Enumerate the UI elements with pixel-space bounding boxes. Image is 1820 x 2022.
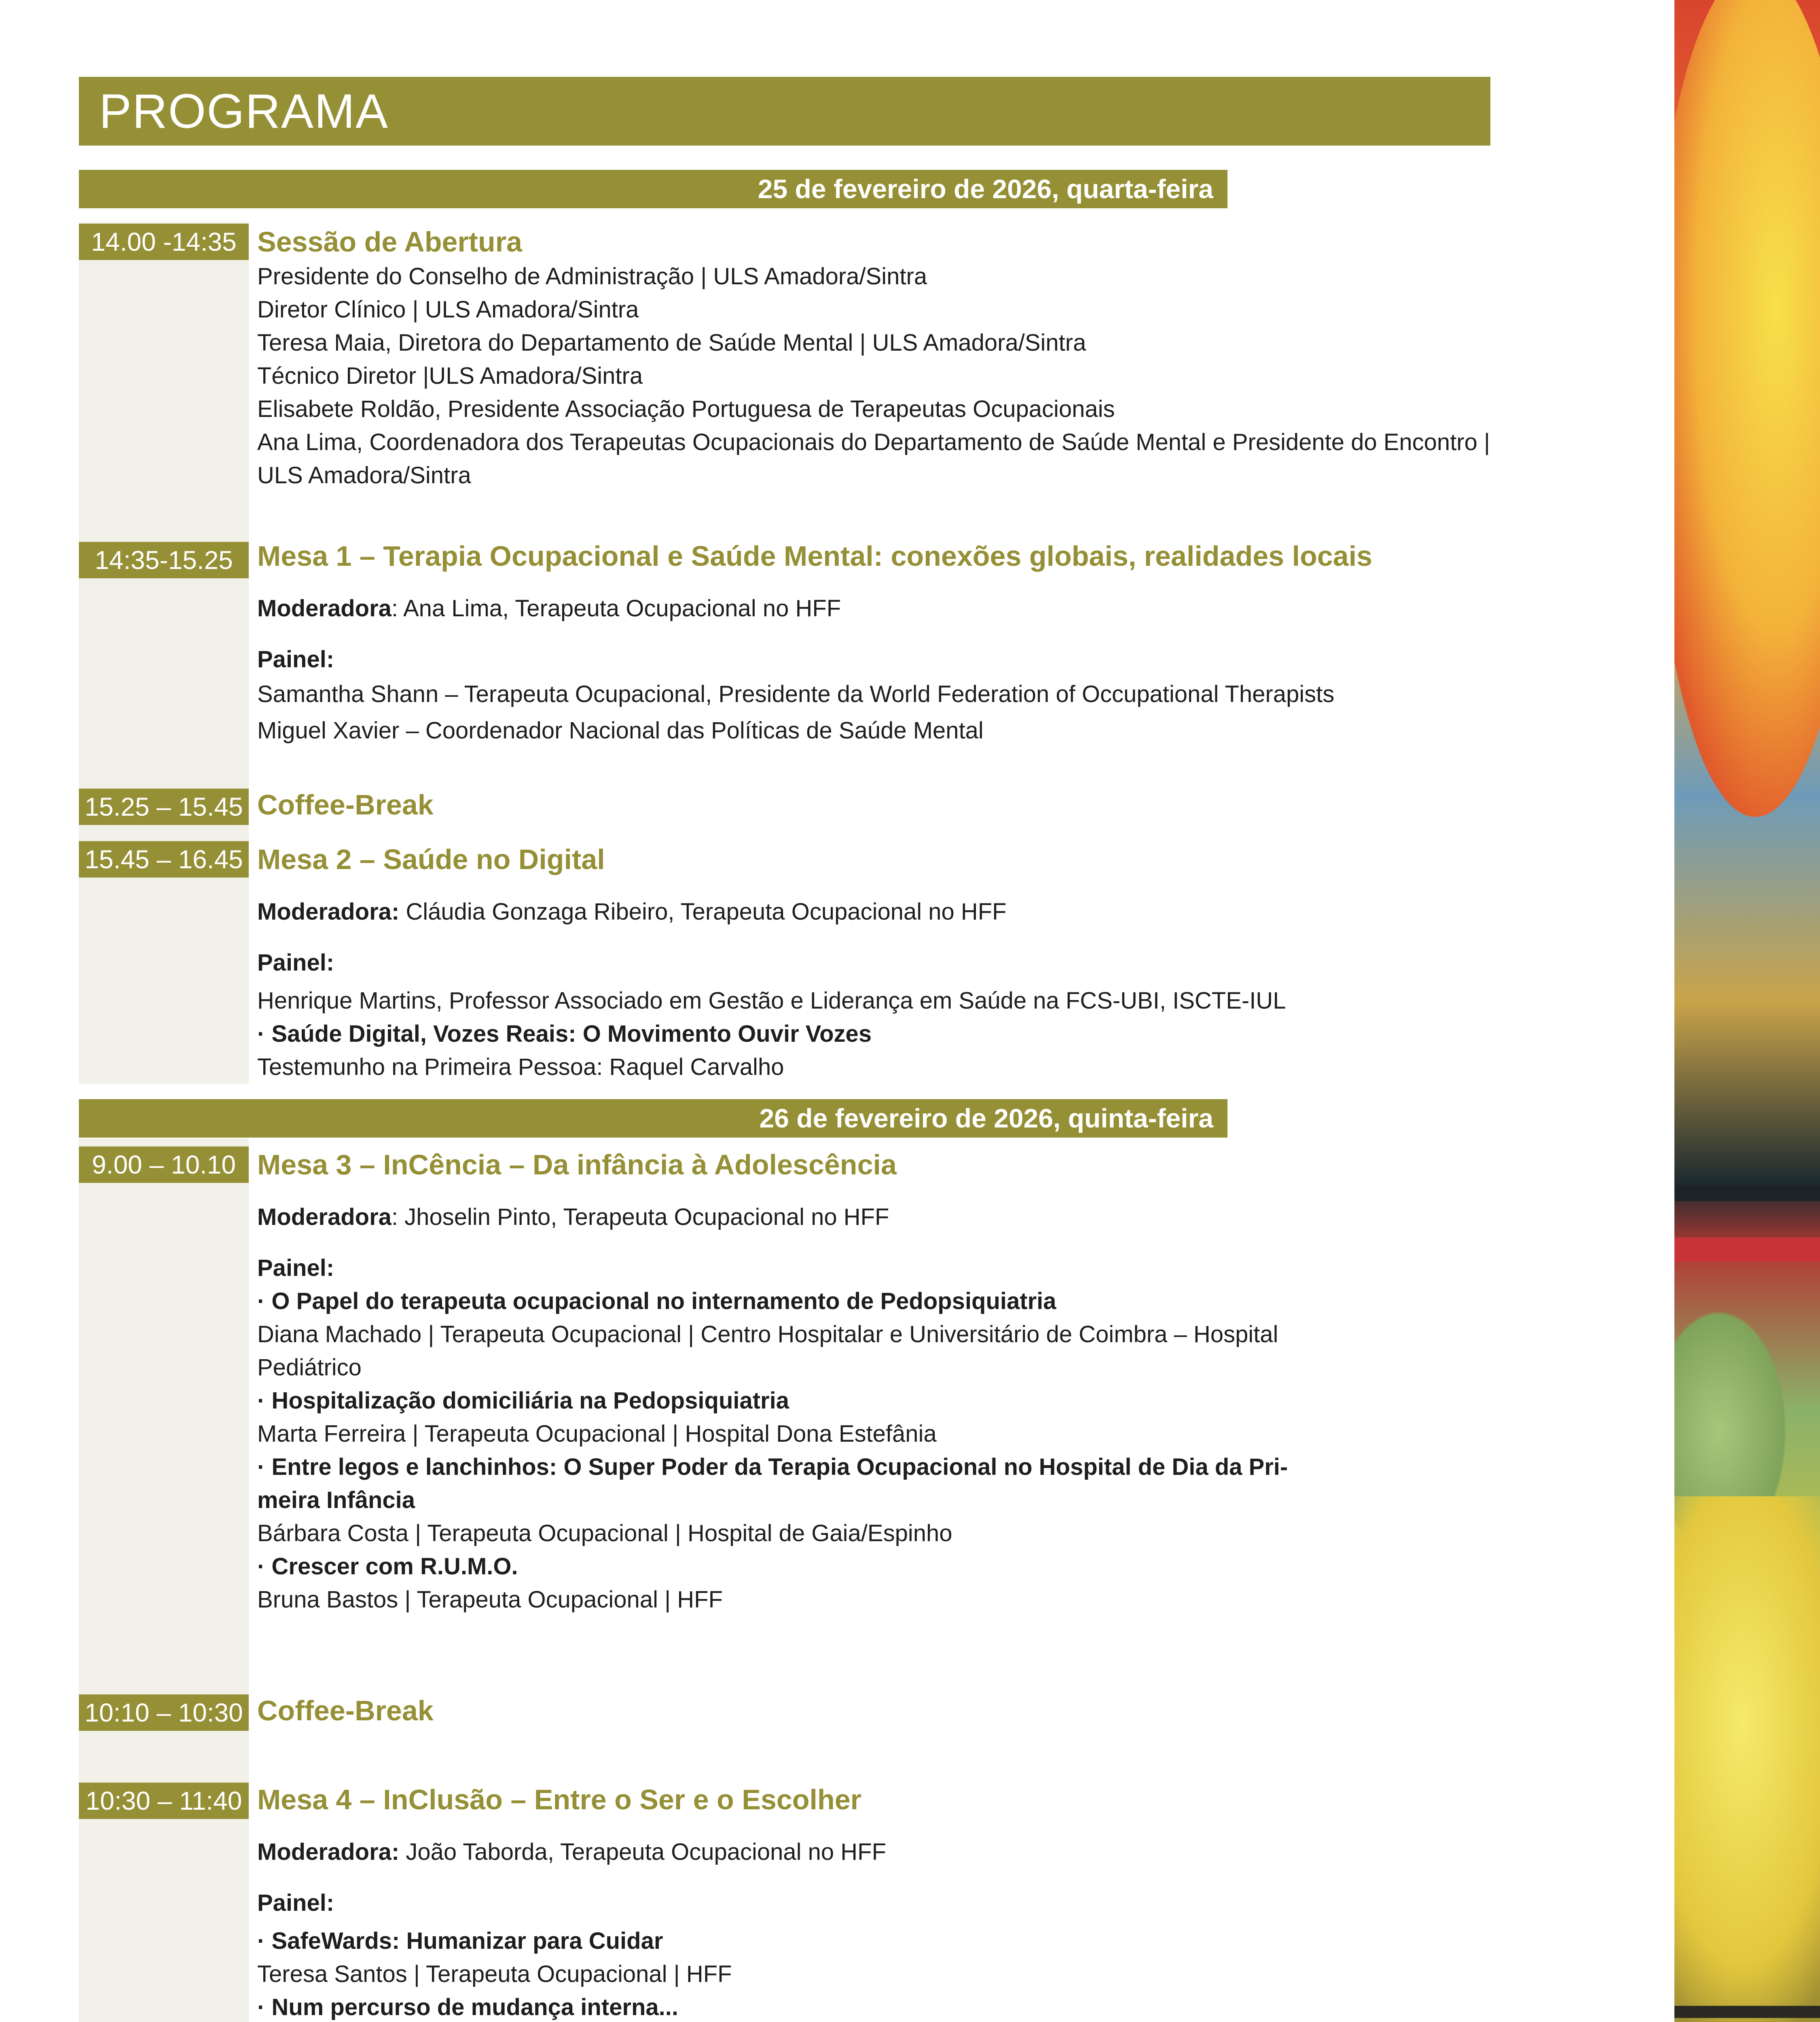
text-line: Henrique Martins, Professor Associado em Gestão e Liderança em Saúde na FCS-UBI, ISCTE-IUL bbox=[257, 988, 1286, 1014]
session-title: Mesa 2 – Saúde no Digital bbox=[257, 844, 605, 875]
text-line: Bárbara Costa | Terapeuta Ocupacional | Hospital de Gaia/Espinho bbox=[257, 1520, 952, 1546]
decorative-painting bbox=[1674, 0, 1820, 2022]
panel-label: Painel: bbox=[257, 646, 334, 673]
text-line: Teresa Maia, Diretora do Departamento de Saúde Mental | ULS Amadora/Sintra bbox=[257, 330, 1086, 356]
session-mesa-4 bbox=[257, 1781, 1572, 2022]
text-line: ULS Amadora/Sintra bbox=[257, 462, 471, 489]
talk-title: · Saúde Digital, Vozes Reais: O Movimento Ouvir Vozes bbox=[257, 1021, 872, 1047]
moderator-label: Moderadora: bbox=[257, 899, 400, 925]
text-line: Teresa Santos | Terapeuta Ocupacional | HFF bbox=[257, 1961, 732, 1987]
session-mesa-1 bbox=[257, 538, 1572, 749]
session-mesa-2 bbox=[257, 841, 1572, 1084]
text-line: Ana Lima, Coordenadora dos Terapeutas Ocupacionais do Departamento de Saúde Mental e Presidente do Encontro | bbox=[257, 429, 1490, 455]
moderator-label: Moderadora: bbox=[257, 1839, 400, 1865]
talk-title: · Entre legos e lanchinhos: O Super Poder da Terapia Ocupacional no Hospital de Dia da Pri- bbox=[257, 1454, 1288, 1480]
text-line: Presidente do Conselho de Administração | ULS Amadora/Sintra bbox=[257, 263, 927, 290]
text-line: Bruna Bastos | Terapeuta Ocupacional | HFF bbox=[257, 1586, 723, 1613]
talk-title: · O Papel do terapeuta ocupacional no internamento de Pedopsiquiatria bbox=[257, 1288, 1056, 1314]
text-line: Pediátrico bbox=[257, 1354, 362, 1381]
time-tag: 9.00 – 10.10 bbox=[79, 1146, 249, 1183]
moderator-label: Moderadora bbox=[257, 1204, 392, 1230]
moderator-label: Moderadora bbox=[257, 595, 392, 622]
date-bar-day1: 25 de fevereiro de 2026, quarta-feira bbox=[79, 170, 1227, 208]
session-coffee-break bbox=[257, 787, 1572, 823]
time-tag: 14.00 -14:35 bbox=[79, 224, 249, 260]
talk-title: · Crescer com R.U.M.O. bbox=[257, 1553, 518, 1580]
session-title: Coffee-Break bbox=[257, 1695, 434, 1726]
text-line: Miguel Xavier – Coordenador Nacional das Políticas de Saúde Mental bbox=[257, 717, 984, 744]
text-line: Marta Ferreira | Terapeuta Ocupacional | Hospital Dona Estefânia bbox=[257, 1421, 937, 1447]
moderator-text: : Jhoselin Pinto, Terapeuta Ocupacional no HFF bbox=[391, 1204, 889, 1230]
moderator-text: : Ana Lima, Terapeuta Ocupacional no HFF bbox=[391, 595, 841, 622]
talk-title: meira Infância bbox=[257, 1487, 415, 1513]
text-line: Elisabete Roldão, Presidente Associação Portuguesa de Terapeutas Ocupacionais bbox=[257, 396, 1115, 422]
time-column-day2 bbox=[79, 1138, 249, 2022]
time-tag: 14:35-15.25 bbox=[79, 542, 249, 578]
moderator-line bbox=[257, 895, 1572, 929]
talk-title: · SafeWards: Humanizar para Cuidar bbox=[257, 1928, 663, 1954]
time-tag: 15.25 – 15.45 bbox=[79, 789, 249, 825]
session-mesa-3 bbox=[257, 1146, 1572, 1616]
moderator-line bbox=[257, 1201, 1572, 1234]
text-line: Testemunho na Primeira Pessoa: Raquel Carvalho bbox=[257, 1054, 784, 1080]
moderator-text: João Taborda, Terapeuta Ocupacional no HFF bbox=[399, 1839, 886, 1865]
moderator-line bbox=[257, 592, 1572, 625]
panel-label: Painel: bbox=[257, 950, 334, 976]
session-coffee-break bbox=[257, 1692, 1572, 1729]
text-line: Diretor Clínico | ULS Amadora/Sintra bbox=[257, 296, 639, 323]
talk-title: · Num percurso de mudança interna... bbox=[257, 1994, 678, 2020]
text-line: Samantha Shann – Terapeuta Ocupacional, Presidente da World Federation of Occupational Therapists bbox=[257, 681, 1335, 707]
moderator-line bbox=[257, 1836, 1572, 1869]
time-column-day1 bbox=[79, 222, 249, 1084]
talk-title: · Hospitalização domiciliária na Pedopsiquiatria bbox=[257, 1387, 789, 1414]
time-tag: 10:30 – 11:40 bbox=[79, 1783, 249, 1819]
moderator-text: Cláudia Gonzaga Ribeiro, Terapeuta Ocupacional no HFF bbox=[399, 899, 1007, 925]
time-tag: 15.45 – 16.45 bbox=[79, 841, 249, 878]
text-line: Diana Machado | Terapeuta Ocupacional | Centro Hospitalar e Universitário de Coimbra – Hospital bbox=[257, 1321, 1278, 1347]
page-title: PROGRAMA bbox=[99, 84, 389, 138]
session-title: Mesa 1 – Terapia Ocupacional e Saúde Mental: conexões globais, realidades locais bbox=[257, 540, 1372, 572]
text-line: Técnico Diretor |ULS Amadora/Sintra bbox=[257, 363, 643, 389]
panel-label: Painel: bbox=[257, 1890, 334, 1916]
panel-label: Painel: bbox=[257, 1255, 334, 1281]
session-title: Sessão de Abertura bbox=[257, 226, 522, 258]
program-header bbox=[79, 77, 1490, 146]
session-title: Mesa 3 – InCência – Da infância à Adolescência bbox=[257, 1149, 897, 1180]
session-title: Mesa 4 – InClusão – Entre o Ser e o Escolher bbox=[257, 1784, 861, 1815]
time-tag: 10:10 – 10:30 bbox=[79, 1694, 249, 1731]
date-bar-day2: 26 de fevereiro de 2026, quinta-feira bbox=[79, 1099, 1227, 1138]
session-opening bbox=[257, 224, 1572, 492]
session-title: Coffee-Break bbox=[257, 789, 434, 821]
